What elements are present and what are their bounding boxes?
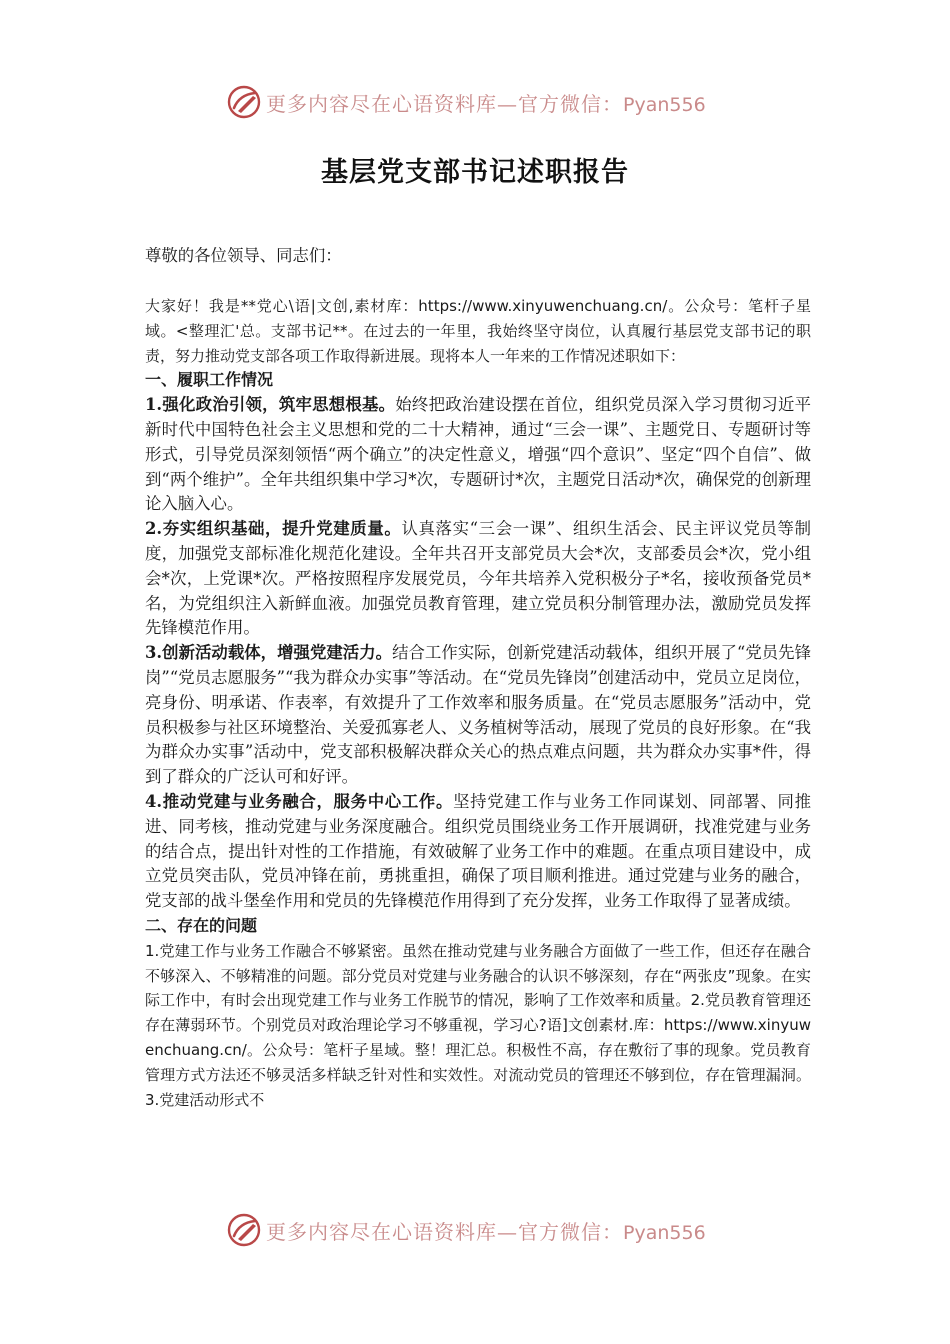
- duty-item-3: 3.创新活动载体，增强党建活力。结合工作实际，创新党建活动载体，组织开展了“党员先锋岗”“党员志愿服务”“我为群众办实事”等活动。在“党员先锋岗”创建活动中，党员立足岗位，亮身份、明承诺、作表率，有效提升了工作效率和服务质量。在“党员志愿服务”活动中，党员积极参与社区环境整治、关爱孤寡老人、义务植树等活动，展现了党员的良好形象。在“我为群众办实事”活动中，党支部积极解决群众关心的热点难点问题，共为群众办实事*件，得到了群众的广泛认可和好评。: [145, 643, 811, 787]
- footer-banner: [226, 1210, 706, 1250]
- pen-logo-icon: [226, 84, 262, 120]
- banner-text: 更多内容尽在心语资料库—官方微信：Pyan556: [266, 91, 706, 116]
- pen-logo-icon: [226, 1212, 262, 1248]
- intro-paragraph: 大家好！我是**党心\语|文创,素材库：https://www.xinyuwenchuang.cn/。公众号：笔杆子星域。<整理汇'总。支部书记**。在过去的一年里，我始终坚守岗位，认真履行基层党支部书记的职责，努力推动党支部各项工作取得新进展。现将本人一年来的工作情况述职如下：: [145, 297, 811, 365]
- report-body: [145, 294, 811, 1112]
- greeting: 尊敬的各位领导、同志们：: [145, 246, 342, 265]
- section-heading-duties: 一、履职工作情况: [145, 370, 274, 390]
- duty-item-4: 4.推动党建与业务融合，服务中心工作。坚持党建工作与业务工作同谋划、同部署、同推进、同考核，推动党建与业务深度融合。组织党员围绕业务工作开展调研，找准党建与业务的结合点，提出针对性的工作措施，有效破解了业务工作中的难题。在重点项目建设中，成立党员突击队，党员冲锋在前，勇挑重担，确保了项目顺利推进。通过党建与业务的融合，党支部的战斗堡垒作用和党员的先锋模范作用得到了充分发挥，业务工作取得了显著成绩。: [145, 791, 811, 911]
- document-title: 基层党支部书记述职报告: [321, 157, 629, 188]
- duty-item-1: 1.强化政治引领，筑牢思想根基。始终把政治建设摆在首位，组织党员深入学习贯彻习近平新时代中国特色社会主义思想和党的二十大精神，通过“三会一课”、主题党日、专题研讨等形式，引导党员深刻领悟“两个确立”的决定性意义，增强“四个意识”、坚定“四个自信”、做到“两个维护”。全年共组织集中学习*次，专题研讨*次，主题党日活动*次，确保党的创新理论入脑入心。: [145, 395, 811, 514]
- duty-item-2: 2.夯实组织基础，提升党建质量。认真落实“三会一课”、组织生活会、民主评议党员等制度，加强党支部标准化规范化建设。全年共召开支部党员大会*次，支部委员会*次，党小组会*次，上党课*次。严格按照程序发展党员，今年共培养入党积极分子*名，接收预备党员*名，为党组织注入新鲜血液。加强党员教育管理，建立党员积分制管理办法，激励党员发挥先锋模范作用。: [145, 519, 811, 638]
- header-banner: [226, 82, 706, 122]
- section-heading-problems: 二、存在的问题: [145, 915, 258, 935]
- banner-text: 更多内容尽在心语资料库—官方微信：Pyan556: [266, 1219, 706, 1244]
- problems-paragraph: 1.党建工作与业务工作融合不够紧密。虽然在推动党建与业务融合方面做了一些工作，但还存在融合不够深入、不够精准的问题。部分党员对党建与业务融合的认识不够深刻，存在“两张皮”现象。在实际工作中，有时会出现党建工作与业务工作脱节的情况，影响了工作效率和质量。2.党员教育管理还存在薄弱环节。个别党员对政治理论学习不够重视，学习心?语]文创素材.库：https://www.xinyuwenchuang.cn/。公众号：笔杆子星域。整！理汇总。积极性不高，存在敷衍了事的现象。党员教育管理方式方法还不够灵活多样缺乏针对性和实效性。对流动党员的管理还不够到位，存在管理漏洞。3.党建活动形式不: [145, 941, 811, 1109]
